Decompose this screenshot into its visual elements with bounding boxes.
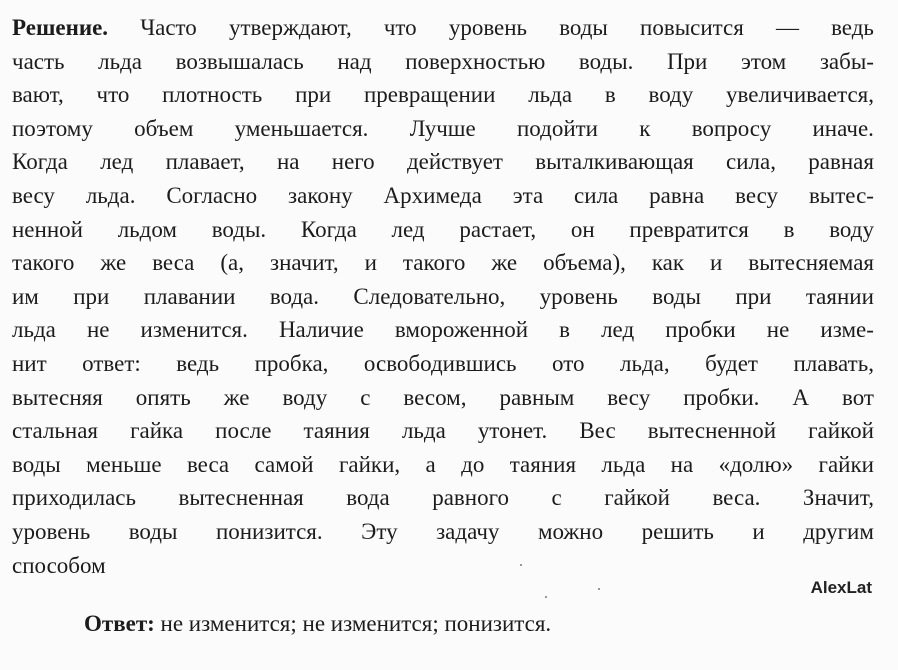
word: воды bbox=[128, 518, 178, 544]
word: часть bbox=[12, 48, 65, 74]
word: воды bbox=[559, 15, 608, 40]
word: ведь bbox=[176, 350, 220, 376]
word: — bbox=[775, 15, 799, 40]
word: льда bbox=[528, 82, 573, 108]
solution-text bbox=[12, 11, 874, 582]
answer-text: не изменится; не изменится; понизится. bbox=[160, 611, 552, 636]
word: воды bbox=[652, 283, 701, 309]
word: утверждают, bbox=[228, 15, 352, 40]
word: задачу bbox=[436, 518, 500, 544]
word: приходилась bbox=[12, 485, 136, 511]
word: Архимеда bbox=[383, 182, 482, 208]
word: с bbox=[551, 485, 562, 511]
word: меньше bbox=[86, 451, 162, 477]
text-line bbox=[12, 347, 874, 381]
word: поэтому bbox=[12, 115, 93, 141]
word: над bbox=[337, 48, 372, 74]
word: после bbox=[215, 418, 272, 444]
word: Наличие bbox=[278, 317, 364, 343]
word: изме- bbox=[820, 317, 874, 343]
word: Когда bbox=[12, 149, 68, 175]
word: Вес bbox=[579, 418, 616, 444]
scan-speck bbox=[598, 588, 600, 590]
word: вода bbox=[346, 485, 390, 511]
word: воды. bbox=[578, 48, 634, 74]
word: пробки. bbox=[683, 384, 760, 410]
word: уменьшается. bbox=[234, 115, 369, 141]
word: весу bbox=[12, 182, 55, 208]
word: понизится. bbox=[215, 518, 323, 544]
word: сила, bbox=[726, 149, 776, 175]
word: же bbox=[100, 250, 127, 276]
word: что bbox=[96, 82, 130, 108]
word: забы- bbox=[819, 48, 874, 74]
word: воды. bbox=[211, 216, 267, 242]
word: лед bbox=[391, 216, 425, 242]
word: превратится bbox=[629, 216, 749, 242]
word: Согласно bbox=[166, 182, 258, 208]
word: таяния bbox=[509, 451, 577, 477]
word: вают, bbox=[12, 82, 64, 108]
word: этом bbox=[740, 48, 787, 74]
word: таяния bbox=[303, 418, 370, 444]
word: и bbox=[364, 250, 377, 276]
word: в bbox=[604, 82, 616, 108]
word: ненной bbox=[12, 216, 83, 242]
signature: AlexLat bbox=[810, 578, 872, 597]
scan-speck bbox=[545, 596, 547, 598]
word: увеличивается, bbox=[726, 82, 874, 108]
word: плавать, bbox=[793, 350, 874, 376]
word: же bbox=[223, 384, 250, 410]
word: вытес- bbox=[808, 182, 874, 208]
text-line bbox=[12, 313, 874, 347]
word: вытесненная bbox=[178, 485, 304, 511]
word: с bbox=[360, 384, 371, 410]
word: плавании bbox=[143, 283, 236, 309]
word: не bbox=[86, 317, 110, 343]
word: другим bbox=[803, 518, 874, 544]
word: подойти bbox=[516, 115, 598, 141]
word: таянии bbox=[805, 283, 874, 309]
text-line bbox=[12, 78, 874, 112]
word: способом bbox=[12, 552, 106, 578]
word: вытесненной bbox=[647, 418, 777, 444]
word: Лучше bbox=[409, 115, 476, 141]
word: такого bbox=[12, 250, 75, 276]
word: нит bbox=[12, 350, 47, 376]
text-line bbox=[12, 246, 874, 280]
solution-label: Решение. bbox=[12, 15, 109, 40]
word: веса. bbox=[712, 485, 761, 511]
text-line bbox=[12, 515, 874, 549]
word: утонет. bbox=[477, 418, 548, 444]
word: (а, bbox=[220, 250, 245, 276]
word: равного bbox=[432, 485, 509, 511]
text-line bbox=[12, 112, 874, 146]
word: веса bbox=[152, 250, 195, 276]
word: уровень bbox=[539, 283, 618, 309]
scan-speck bbox=[520, 564, 522, 566]
text-line bbox=[12, 11, 874, 45]
word: при bbox=[295, 82, 332, 108]
word: равная bbox=[808, 149, 874, 175]
word: плавает, bbox=[165, 149, 245, 175]
word: пробки bbox=[665, 317, 736, 343]
word: растает, bbox=[459, 216, 537, 242]
word: как bbox=[651, 250, 685, 276]
word: весу bbox=[735, 182, 779, 208]
word: Следовательно, bbox=[353, 283, 506, 309]
word: при bbox=[73, 283, 110, 309]
word: Значит, bbox=[802, 485, 874, 511]
word: воду bbox=[282, 384, 328, 410]
text-line bbox=[12, 213, 874, 247]
word: Когда bbox=[300, 216, 357, 242]
word: вмороженной bbox=[394, 317, 529, 343]
word: воду bbox=[829, 216, 874, 242]
word: уровень bbox=[12, 518, 91, 544]
word: льда bbox=[401, 418, 446, 444]
text-line bbox=[12, 145, 874, 179]
answer-label: Ответ: bbox=[84, 611, 155, 636]
word: При bbox=[666, 48, 708, 74]
word: действует bbox=[406, 149, 503, 175]
word: вот bbox=[842, 384, 874, 410]
word: решить bbox=[641, 518, 714, 544]
word: объема), bbox=[543, 250, 626, 276]
word: пробка, bbox=[254, 350, 329, 376]
word: вопросу bbox=[691, 115, 772, 141]
text-line bbox=[12, 381, 874, 415]
word: изменится. bbox=[140, 317, 248, 343]
word: при bbox=[735, 283, 772, 309]
word: на bbox=[276, 149, 300, 175]
word: опять bbox=[135, 384, 191, 410]
word: вытесняя bbox=[12, 384, 103, 410]
answer bbox=[84, 607, 551, 641]
word: на bbox=[670, 451, 694, 477]
word: до bbox=[461, 451, 485, 477]
word: освободившись bbox=[363, 350, 517, 376]
word: воду bbox=[648, 82, 694, 108]
word: ото bbox=[552, 350, 585, 376]
word: в bbox=[783, 216, 795, 242]
word: эта bbox=[512, 182, 544, 208]
word: уровень bbox=[448, 15, 528, 40]
word: гайки, bbox=[338, 451, 401, 477]
word: весом, bbox=[403, 384, 467, 410]
word: не bbox=[766, 317, 790, 343]
word: объем bbox=[134, 115, 194, 141]
word: гайки bbox=[818, 451, 874, 477]
word: сила bbox=[574, 182, 619, 208]
word: плотность bbox=[162, 82, 263, 108]
word: Часто bbox=[140, 15, 197, 40]
word: значит, bbox=[270, 250, 339, 276]
word: а bbox=[425, 451, 436, 477]
text-line bbox=[12, 414, 874, 448]
word: ответ: bbox=[82, 350, 141, 376]
word: равна bbox=[649, 182, 705, 208]
word: самой bbox=[254, 451, 314, 477]
word: закону bbox=[288, 182, 353, 208]
word: весу bbox=[607, 384, 651, 410]
word: лед bbox=[601, 317, 635, 343]
word: вода. bbox=[269, 283, 320, 309]
word: стальная bbox=[12, 418, 99, 444]
word: что bbox=[383, 15, 417, 40]
word: равным bbox=[499, 384, 575, 410]
word: иначе. bbox=[812, 115, 874, 141]
word: льда bbox=[12, 317, 56, 343]
word: выталкивающая bbox=[535, 149, 694, 175]
word: поверхностью bbox=[405, 48, 546, 74]
word: гайкой bbox=[808, 418, 874, 444]
text-line bbox=[12, 45, 874, 79]
word: «долю» bbox=[718, 451, 794, 477]
word: гайка bbox=[130, 418, 184, 444]
word: гайкой bbox=[604, 485, 670, 511]
word: А bbox=[792, 384, 810, 410]
text-line bbox=[12, 179, 874, 213]
text-line bbox=[12, 481, 874, 515]
word: лед bbox=[100, 149, 134, 175]
word: и bbox=[710, 250, 723, 276]
text-line bbox=[12, 448, 874, 482]
word: будет bbox=[705, 350, 758, 376]
word: льда bbox=[98, 48, 143, 74]
word: и bbox=[752, 518, 765, 544]
word: же bbox=[491, 250, 518, 276]
word: ведь bbox=[831, 15, 874, 40]
word: повысится bbox=[640, 15, 744, 40]
word: к bbox=[639, 115, 651, 141]
word: веса bbox=[186, 451, 230, 477]
text-line bbox=[12, 549, 874, 583]
word: льдом bbox=[117, 216, 177, 242]
word: можно bbox=[537, 518, 604, 544]
word: превращении bbox=[363, 82, 496, 108]
word: воды bbox=[12, 451, 61, 477]
word: в bbox=[559, 317, 571, 343]
word: он bbox=[570, 216, 595, 242]
word: им bbox=[12, 283, 39, 309]
word: вытесняемая bbox=[748, 250, 874, 276]
word: возвышалась bbox=[175, 48, 304, 74]
word: него bbox=[331, 149, 375, 175]
word: Эту bbox=[361, 518, 398, 544]
word: такого bbox=[402, 250, 466, 276]
word: льда. bbox=[85, 182, 136, 208]
word: льда bbox=[601, 451, 646, 477]
text-line bbox=[12, 280, 874, 314]
word: льда, bbox=[620, 350, 670, 376]
